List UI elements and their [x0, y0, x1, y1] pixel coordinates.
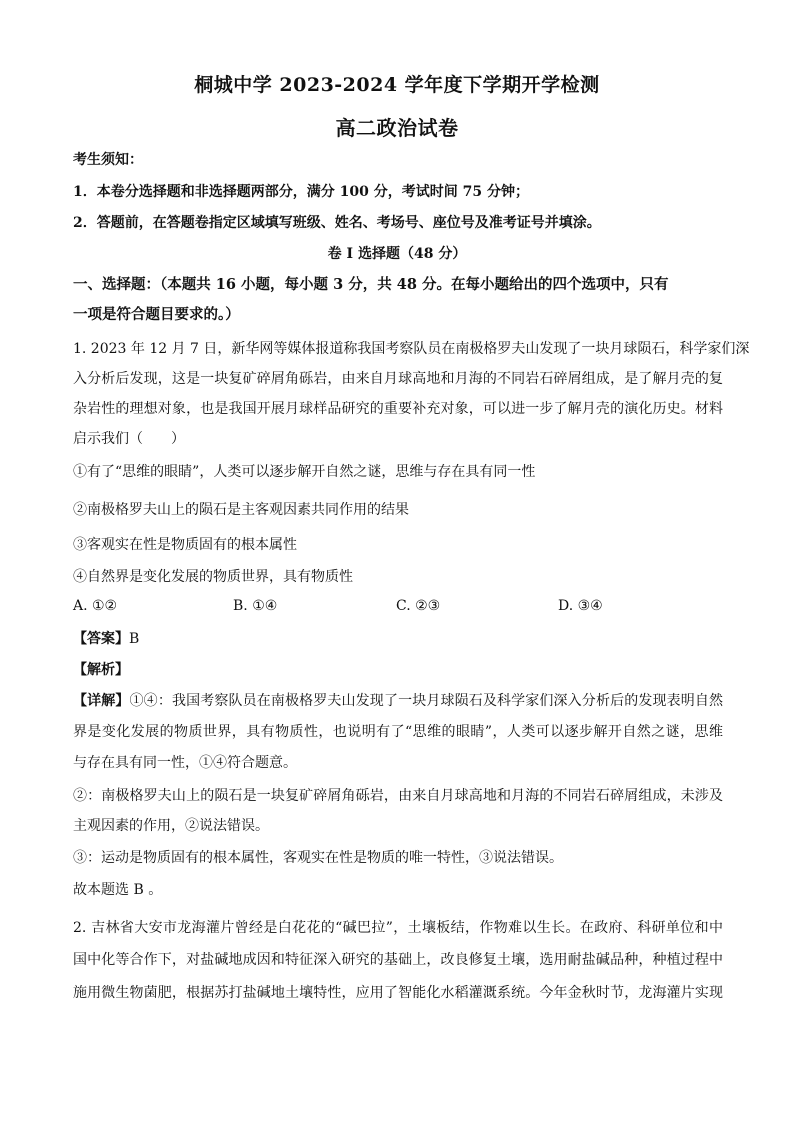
q1-detail-line: ③：运动是物质固有的根本属性，客观实在性是物质的唯一特性，③说法错误。	[73, 850, 563, 866]
q1-statement-3: ③客观实在性是物质固有的根本属性	[73, 537, 297, 553]
q2-stem-line: 国中化等合作下，对盐碱地成因和特征深入研究的基础上，改良修复土壤，选用耐盐碱品种，种植过程中	[73, 952, 723, 968]
q1-stem-line: 杂岩性的理想对象，也是我国开展月球样品研究的重要补充对象，可以进一步了解月壳的演化历史。材料	[73, 401, 723, 417]
notice-item-1: 1．本卷分选择题和非选择题两部分，满分 100 分，考试时间 75 分钟；	[73, 184, 529, 200]
q1-option-b: B. ①④	[233, 598, 278, 614]
q1-detail-line: ②：南极格罗夫山上的陨石是一块复矿碎屑角砾岩，由来自月球高地和月海的不同岩石碎屑组成，未涉及	[73, 788, 723, 804]
detail-tag: 【详解】	[73, 693, 130, 709]
detail-text: ①④：我国考察队员在南极格罗夫山发现了一块月球陨石及科学家们深入分析后的发现表明自然	[129, 693, 724, 709]
q1-detail-line: 与存在具有同一性，①④符合题意。	[73, 755, 297, 771]
section-title: 卷 I 选择题（48 分）	[327, 246, 467, 262]
q1-option-d: D. ③④	[558, 598, 603, 614]
section-instruction-2: 一项是符合题目要求的。）	[73, 306, 240, 323]
exam-subtitle: 高二政治试卷	[335, 116, 459, 140]
q1-statement-2: ②南极格罗夫山上的陨石是主客观因素共同作用的结果	[73, 502, 409, 518]
q1-statement-4: ④自然界是变化发展的物质世界，具有物质性	[73, 569, 353, 585]
notice-item-2: 2．答题前，在答题卷指定区域填写班级、姓名、考场号、座位号及准考证号并填涂。	[73, 215, 601, 231]
answer-tag: 【答案】	[73, 631, 129, 647]
q1-option-a: A. ①②	[73, 598, 118, 614]
q1-stem-line: 启示我们（ ）	[73, 431, 185, 447]
exam-title: 桐城中学 2023-2024 学年度下学期开学检测	[194, 74, 600, 96]
q1-conclusion: 故本题选 B 。	[73, 882, 163, 898]
q1-statement-1: ①有了“思维的眼睛”，人类可以逐步解开自然之谜，思维与存在具有同一性	[73, 464, 536, 480]
q1-option-c: C. ②③	[396, 598, 441, 614]
q1-answer	[73, 629, 723, 649]
analysis-tag: 【解析】	[73, 662, 129, 678]
q1-detail-line: 界是变化发展的物质世界，具有物质性，也说明有了“思维的眼睛”，人类可以逐步解开自然之谜，思维	[73, 724, 723, 740]
q2-stem-line: 施用微生物菌肥，根据苏打盐碱地土壤特性，应用了智能化水稻灌溉系统。今年金秋时节，龙海灌片实现	[73, 985, 723, 1001]
section-instruction-1: 一、选择题：（本题共 16 小题，每小题 3 分，共 48 分。在每小题给出的四个选项中，只有	[73, 276, 669, 293]
q1-detail-line	[73, 691, 723, 711]
q2-stem-line: 2. 吉林省大安市龙海灌片曾经是白花花的“碱巴拉”，土壤板结，作物难以生长。在政府、科研单位和中	[73, 920, 723, 936]
notice-label: 考生须知：	[73, 152, 143, 168]
answer-value: B	[129, 631, 140, 647]
q1-analysis-tag	[73, 660, 723, 680]
q1-stem-line: 1. 2023 年 12 月 7 日，新华网等媒体报道称我国考察队员在南极格罗夫山发现了一块月球陨石，科学家们深	[73, 341, 750, 357]
q1-detail-line: 主观因素的作用，②说法错误。	[73, 818, 269, 834]
q1-stem-line: 入分析后发现，这是一块复矿碎屑角砾岩，由来自月球高地和月海的不同岩石碎屑组成，是了解月壳的复	[73, 371, 723, 387]
